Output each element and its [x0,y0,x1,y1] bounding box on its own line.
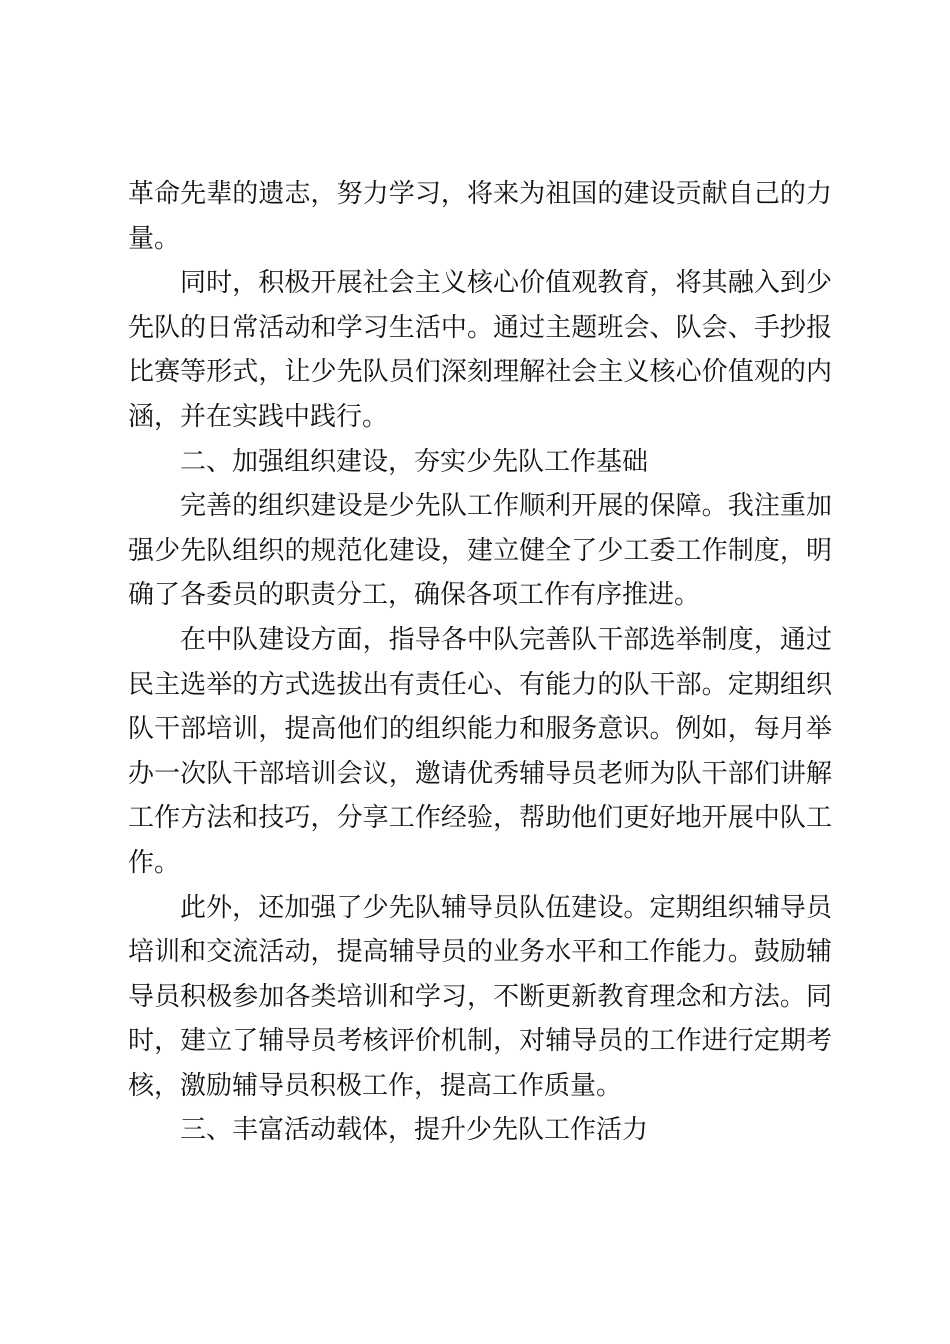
section-heading-2: 二、加强组织建设，夯实少先队工作基础 [180,446,649,477]
paragraph-core-values: 同时，积极开展社会主义核心价值观教育，将其融入到少先队的日常活动和学习生活中。通过主题班会、队会、手抄报比赛等形式，让少先队员们深刻理解社会主义核心价值观的内涵，并在实践中践行。 [128,268,832,432]
paragraph-counselors: 此外，还加强了少先队辅导员队伍建设。定期组织辅导员培训和交流活动，提高辅导员的业务水平和工作能力。鼓励辅导员积极参加各类培训和学习，不断更新教育理念和方法。同时，建立了辅导员考核评价机制，对辅导员的工作进行定期考核，激励辅导员积极工作，提高工作质量。 [128,892,832,1101]
paragraph-continuation: 革命先辈的遗志，努力学习，将来为祖国的建设贡献自己的力量。 [128,179,832,254]
paragraph-squad-building: 在中队建设方面，指导各中队完善队干部选举制度，通过民主选举的方式选拔出有责任心、有能力的队干部。定期组织队干部培训，提高他们的组织能力和服务意识。例如，每月举办一次队干部培训会议，邀请优秀辅导员老师为队干部们讲解工作方法和技巧，分享工作经验，帮助他们更好地开展中队工作。 [128,624,832,878]
section-heading-3: 三、丰富活动载体，提升少先队工作活力 [180,1115,649,1146]
document-body [128,172,832,1153]
paragraph-organization: 完善的组织建设是少先队工作顺利开展的保障。我注重加强少先队组织的规范化建设，建立健全了少工委工作制度，明确了各委员的职责分工，确保各项工作有序推进。 [128,491,832,611]
